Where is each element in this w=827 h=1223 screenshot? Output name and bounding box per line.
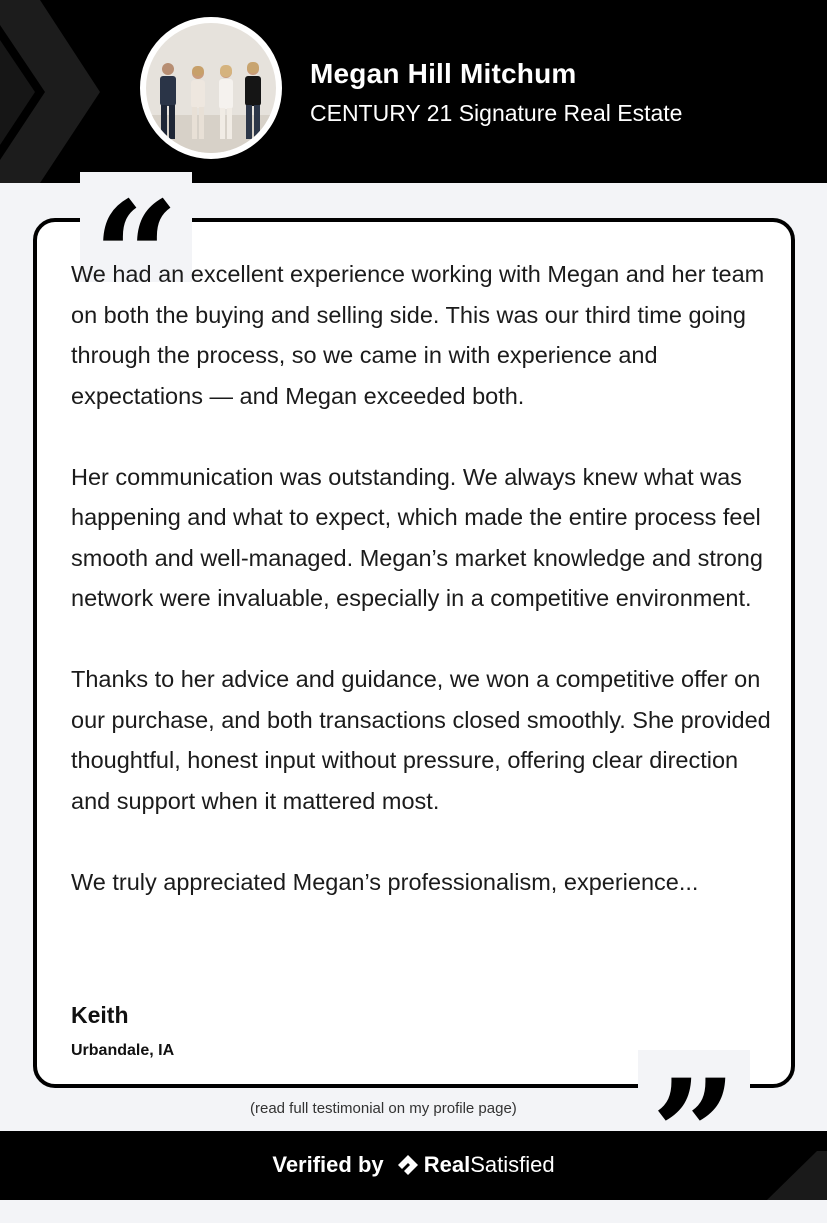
brand-name-bold: Real <box>423 1152 471 1177</box>
open-quote-icon: “ <box>80 172 192 282</box>
verified-by-badge[interactable] <box>0 1152 827 1178</box>
team-photo <box>146 23 276 153</box>
verified-by-label: Verified by <box>272 1152 384 1177</box>
review-location: Urbandale, IA <box>71 1042 175 1059</box>
review-author: Keith <box>71 1002 129 1028</box>
read-full-testimonial-link[interactable]: (read full testimonial on my profile page) <box>250 1100 517 1117</box>
agent-avatar[interactable] <box>140 17 282 159</box>
agent-company: CENTURY 21 Signature Real Estate <box>310 100 683 126</box>
testimonial-paragraph: We had an excellent experience working with Megan and her team on both the buying and selling side. This was our third time going through the process, so we came in with experience and expectations — and Megan exceeded both. <box>71 261 765 409</box>
testimonial-paragraph: We truly appreciated Megan’s professionalism, experience... <box>71 868 699 895</box>
realsatisfied-logo-icon <box>396 1153 420 1177</box>
agent-name[interactable]: Megan Hill Mitchum <box>310 58 577 89</box>
brand-name-light: Satisfied <box>470 1152 555 1177</box>
testimonial-paragraph: Thanks to her advice and guidance, we won a competitive offer on our purchase, and both transactions closed smoothly. She provided thoughtful, honest input without pressure, offering clear direction and support when it mattered most. <box>71 666 771 814</box>
footer-banner <box>0 1131 827 1200</box>
header-banner <box>0 0 827 183</box>
testimonial-paragraph: Her communication was outstanding. We always knew what was happening and what to expect, which made the entire process feel smooth and well-managed. Megan’s market knowledge and strong network were invaluable, especially in a competitive environment. <box>71 463 763 611</box>
testimonial-text <box>71 254 771 902</box>
